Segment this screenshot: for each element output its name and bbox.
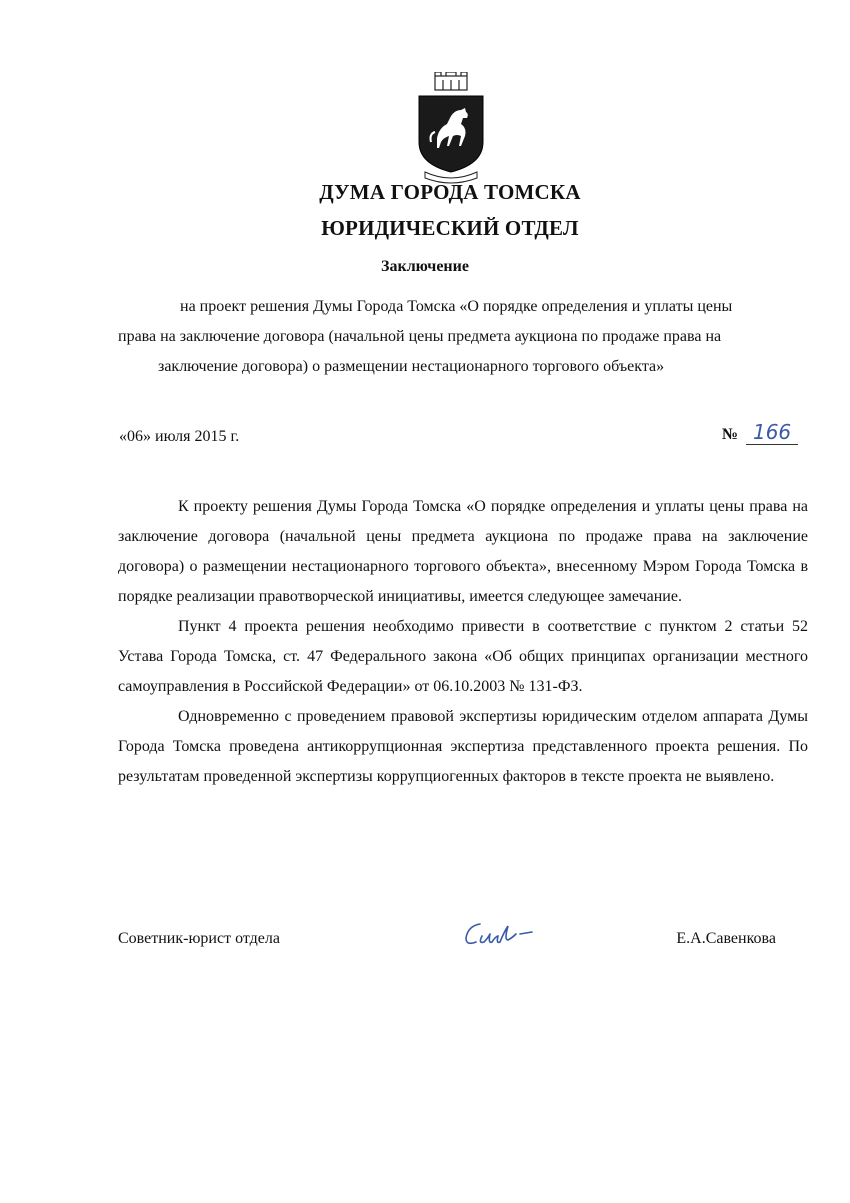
document-date: «06» июля 2015 г. bbox=[119, 428, 240, 445]
signer-position: Советник-юрист отдела bbox=[118, 930, 280, 947]
number-value: 166 bbox=[746, 420, 798, 445]
handwritten-signature bbox=[458, 914, 548, 954]
department-name: ЮРИДИЧЕСКИЙ ОТДЕЛ bbox=[321, 216, 579, 240]
signer-name: Е.А.Савенкова bbox=[676, 930, 776, 947]
tomsk-coat-of-arms-icon bbox=[411, 72, 491, 184]
document-body bbox=[118, 492, 808, 792]
number-label: № bbox=[722, 426, 739, 443]
body-paragraph: Одновременно с проведением правовой экспертизы юридическим отделом аппарата Думы Города Томска проведена антикоррупционная экспертиза представленного проекта решения. По результатам проведенной экспертизы коррупциогенных факторов в тексте проекта не выявлено. bbox=[118, 708, 808, 785]
subject-line: заключение договора) о размещении нестационарного торгового объекта» bbox=[158, 358, 665, 375]
body-paragraph: Пункт 4 проекта решения необходимо привести в соответствие с пунктом 2 статьи 52 Устава Города Томска, ст. 47 Федерального закона «Об общих принципах организации местного самоуправления в Российской Федерации» от 06.10.2003 № 131-ФЗ. bbox=[118, 618, 808, 695]
subject-line: на проект решения Думы Города Томска «О порядке определения и уплаты цены bbox=[180, 298, 733, 315]
body-paragraph: К проекту решения Думы Города Томска «О порядке определения и уплаты цены права на заключение договора (начальной цены предмета аукциона по продаже права на заключение договора) о размещении нестационарного торгового объекта», внесенному Мэром Города Томска в порядке реализации правотворческой инициативы, имеется следующее замечание. bbox=[118, 498, 808, 605]
signature-block bbox=[118, 930, 808, 960]
document-number bbox=[722, 420, 798, 445]
organization-name: ДУМА ГОРОДА ТОМСКА bbox=[319, 180, 581, 204]
subject-line: права на заключение договора (начальной цены предмета аукциона по продаже права на bbox=[118, 328, 722, 345]
document-subject bbox=[118, 292, 798, 382]
document-title: Заключение bbox=[381, 258, 469, 275]
